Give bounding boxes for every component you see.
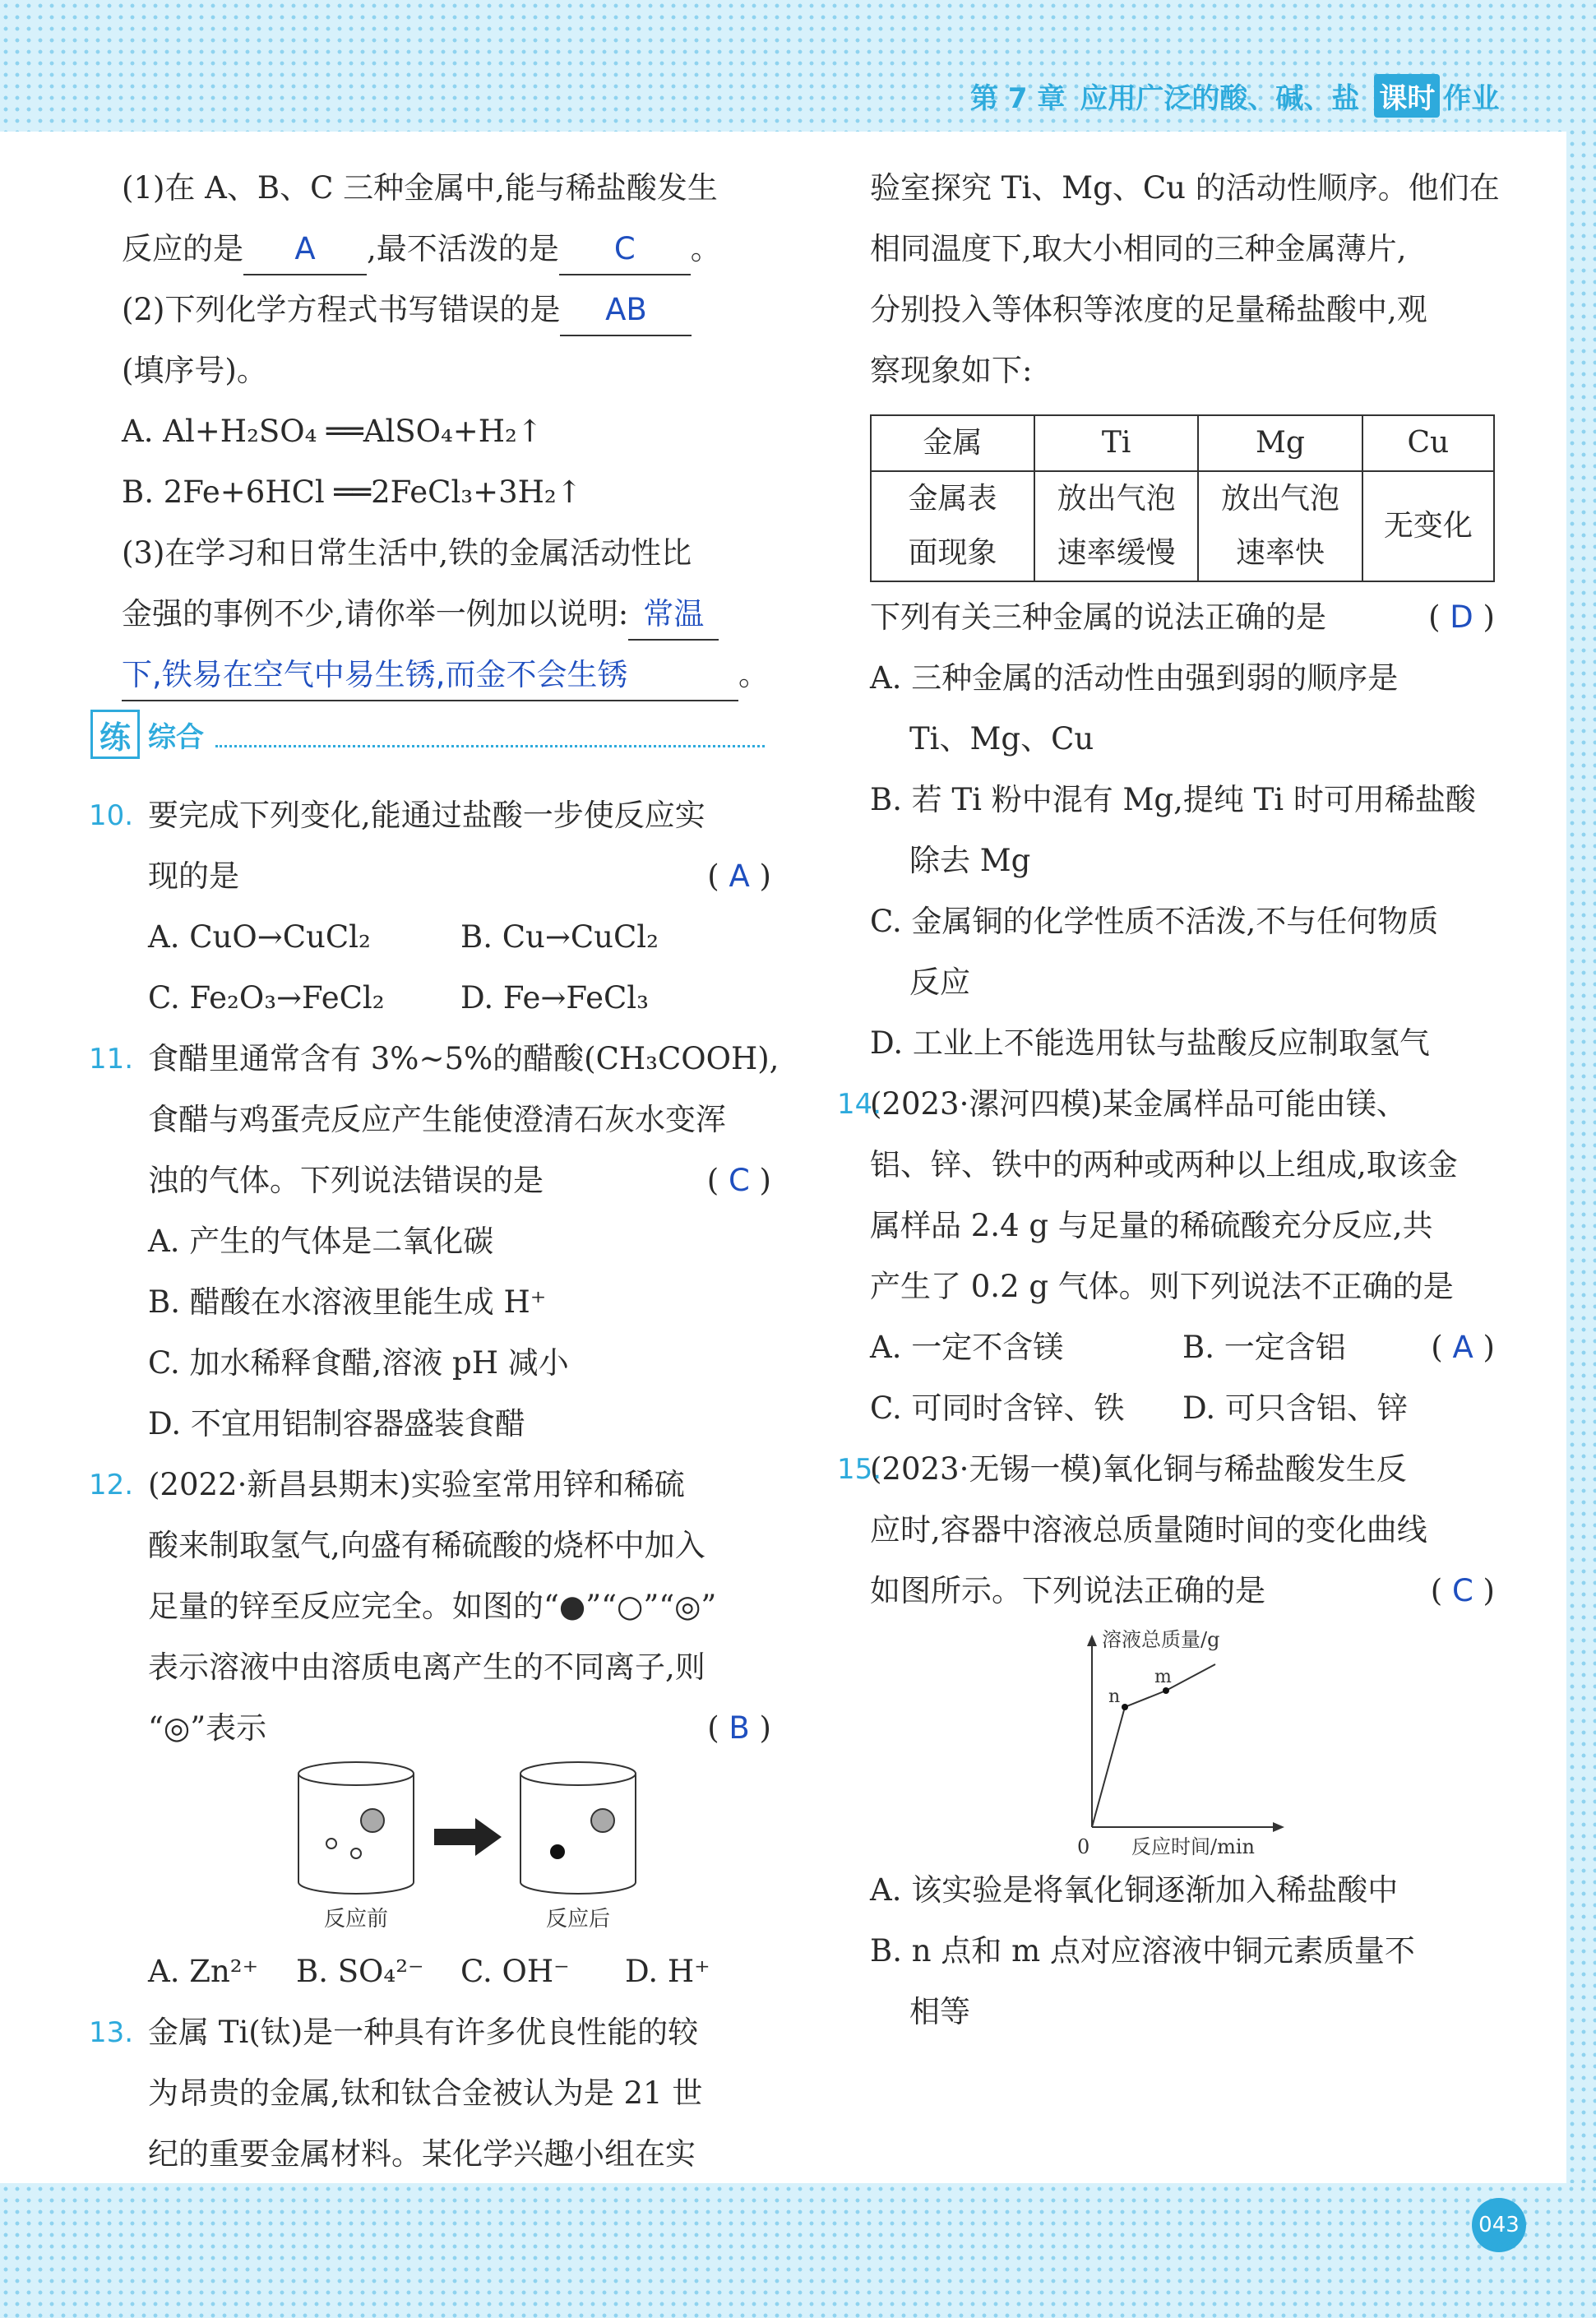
hollow-ion-icon xyxy=(351,1848,361,1858)
q10-number: 10. xyxy=(89,799,134,832)
q12-line5: “◎”表示 ( B ) xyxy=(148,1710,771,1746)
q10-options-1: A. CuO→CuCl₂ B. Cu→CuCl₂ xyxy=(148,919,659,955)
solid-ion-icon xyxy=(550,1844,565,1859)
table-row xyxy=(871,415,1494,471)
q14-options-2: C. 可同时含锌、铁 D. 可只含铝、锌 xyxy=(870,1390,1408,1426)
q15-line3: 如图所示。下列说法正确的是 ( C ) xyxy=(870,1573,1495,1608)
q15-line2: 应时,容器中溶液总质量随时间的变化曲线 xyxy=(870,1512,1427,1548)
q13-cont-line1: 验室探究 Ti、Mg、Cu 的活动性顺序。他们在 xyxy=(870,170,1500,206)
answer-blank-q9-4b: 下,铁易在空气中易生锈,而金不会生锈 xyxy=(122,650,738,701)
answer-q11: C xyxy=(728,1163,750,1198)
page-header xyxy=(970,72,1502,118)
answer-q13: D xyxy=(1450,599,1473,635)
q11-option-d: D. 不宜用铝制容器盛装食醋 xyxy=(148,1406,525,1441)
q13-stem: 下列有关三种金属的说法正确的是 ( D ) xyxy=(870,599,1495,635)
table-header-cell: Cu xyxy=(1362,415,1494,471)
point-n-label: n xyxy=(1108,1686,1121,1707)
q9-equation-a: A. Al+H₂SO₄ ══AlSO₄+H₂↑ xyxy=(122,414,543,449)
q15-option-b1: B. n 点和 m 点对应溶液中铜元素质量不 xyxy=(870,1933,1415,1969)
q11-line1: 11. 食醋里通常含有 3%~5%的醋酸(CH₃COOH), xyxy=(122,1029,771,1090)
q15-number: 15. xyxy=(837,1453,882,1486)
gray-ion-icon xyxy=(591,1809,614,1832)
q13-option-a2: Ti、Mg、Cu xyxy=(909,721,1094,756)
q9-part2-line1: (2)下列化学方程式书写错误的是 AB xyxy=(122,280,771,340)
q14-line4: 产生了 0.2 g 气体。则下列说法不正确的是 xyxy=(870,1269,1454,1304)
table-cell: 放出气泡 速率缓慢 xyxy=(1034,471,1198,581)
metal-observation-table xyxy=(870,414,1495,582)
answer-q12: B xyxy=(729,1710,750,1746)
q14-line1: 14. (2023·漯河四模)某金属样品可能由镁、 xyxy=(870,1074,1495,1135)
q12-line3: 足量的锌至反应完全。如图的“●”“○”“◎” xyxy=(148,1589,717,1624)
table-header-cell: Mg xyxy=(1198,415,1362,471)
y-axis-arrow-icon xyxy=(1087,1635,1097,1646)
q12-number: 12. xyxy=(89,1469,134,1501)
q12-line2: 酸来制取氢气,向盛有稀硫酸的烧杯中加入 xyxy=(148,1528,705,1563)
table-row xyxy=(871,471,1494,581)
right-column: 验室探究 Ti、Mg、Cu 的活动性顺序。他们在 相同温度下,取大小相同的三种金属薄片, 分别投入等体积等浓度的足量稀盐酸中,观 察现象如下: 金属 Ti Mg Cu 金属表 面现象 放出气泡 速率缓慢 放出气泡 速率快 无变化 下列有关三种金属的说法正确的是 ( D ) A. 三种金属的活动性由强到弱的顺序是 Ti、Mg、Cu B. 若 Ti 粉中混有 Mg,提纯 Ti 时可用稀盐酸 除去 Mg C. 金属铜的化学性质不活泼,不与任何物质 反应 D. 工业上不能选用钛与盐酸反应制取氢气 14. (2023·漯河四模)某金属样品可能由镁、 铝、锌、铁中的两种或两种以上组成,取该金 属样品 2.4 g 与足量的稀硫酸充分反应,共 产生了 0.2 g 气体。则下列说法不正确的是 ( A ) A. 一定不含镁 B. 一定含铝 C. 可同时含锌、铁 D. 可只含铝、锌 15. (2023·无锡一模)氧化铜与稀盐酸发生反 应时,容器中溶液总质量随时间的变化曲线 如图所示。下列说法正确的是 ( C ) 溶液总质量/g 反应时间/min 0 n m A. 该实验是将氧化铜逐渐加入稀盐酸中 B. n 点和 m 点对应溶液中铜元素质量不 相等 xyxy=(870,158,1495,2043)
left-questions xyxy=(89,785,779,2185)
dotted-footer-band xyxy=(0,2183,1596,2318)
answer-blank-q9-3: AB xyxy=(560,285,692,336)
q10-options-2: C. Fe₂O₃→FeCl₂ D. Fe→FeCl₃ xyxy=(148,980,649,1016)
q10-line2: 现的是 ( A ) xyxy=(148,858,771,894)
beaker-before xyxy=(298,1762,414,1894)
x-axis-arrow-icon xyxy=(1273,1822,1284,1832)
label-before: 反应前 xyxy=(323,1907,389,1932)
q13-option-b2: 除去 Mg xyxy=(909,843,1031,878)
q14-line3: 属样品 2.4 g 与足量的稀硫酸充分反应,共 xyxy=(870,1208,1433,1243)
q13-cont-line3: 分别投入等体积等浓度的足量稀盐酸中,观 xyxy=(870,292,1427,327)
section-title: 综合 xyxy=(148,720,204,754)
q13-line1: 13. 金属 Ti(钛)是一种具有许多优良性能的较 xyxy=(122,2002,771,2063)
answer-q10: A xyxy=(729,858,750,894)
y-axis-label: 溶液总质量/g xyxy=(1102,1628,1220,1651)
q14-number: 14. xyxy=(837,1088,882,1121)
q9-part3-line3: 下,铁易在空气中易生锈,而金不会生锈 。 xyxy=(122,645,771,706)
q13-number: 13. xyxy=(89,2016,134,2049)
section-divider xyxy=(215,722,765,747)
point-m-label: m xyxy=(1154,1667,1172,1687)
gray-ion-icon xyxy=(361,1809,384,1832)
beaker-after xyxy=(520,1762,636,1894)
practice-icon: 练 xyxy=(90,710,140,759)
answer-q14: A xyxy=(1452,1330,1473,1365)
homework-badge: 课时 作业 xyxy=(1374,74,1502,118)
origin-label: 0 xyxy=(1077,1835,1090,1858)
hollow-ion-icon xyxy=(326,1839,336,1848)
q9-equation-b: B. 2Fe+6HCl ══2FeCl₃+3H₂↑ xyxy=(122,474,582,510)
table-cell: 放出气泡 速率快 xyxy=(1198,471,1362,581)
table-header-cell: Ti xyxy=(1034,415,1198,471)
q12-options: A. Zn²⁺ B. SO₄²⁻ C. OH⁻ D. H⁺ xyxy=(148,1954,710,1989)
label-after: 反应后 xyxy=(545,1907,611,1932)
answer-q15: C xyxy=(1451,1573,1473,1608)
q9-part2-line2: (填序号)。 xyxy=(122,353,267,388)
table-header-cell: 金属 xyxy=(871,415,1034,471)
answer-blank-q9-2: C xyxy=(559,224,691,275)
q13-option-a1: A. 三种金属的活动性由强到弱的顺序是 xyxy=(870,660,1399,696)
page-number: 043 xyxy=(1472,2198,1526,2252)
point-m xyxy=(1163,1687,1169,1694)
arrow-right-icon xyxy=(434,1818,502,1856)
q9-part1-line2: 反应的是 A ,最不活泼的是 C 。 xyxy=(122,219,771,280)
q11-option-c: C. 加水稀释食醋,溶液 pH 减小 xyxy=(148,1345,569,1381)
q9-part3-line2: 金强的事例不少,请你举一例加以说明: 常温 xyxy=(122,584,771,645)
section-header-practice xyxy=(90,706,765,763)
q15-line1: 15. (2023·无锡一模)氧化铜与稀盐酸发生反 xyxy=(870,1439,1495,1500)
q13-cont-line4: 察现象如下: xyxy=(870,353,1033,388)
point-n xyxy=(1122,1704,1128,1710)
q11-number: 11. xyxy=(89,1043,134,1076)
q12-line1: 12. (2022·新昌县期末)实验室常用锌和稀硫 xyxy=(122,1455,771,1515)
q13-line2: 为昂贵的金属,钛和钛合金被认为是 21 世 xyxy=(148,2075,703,2111)
q9-part1-line1: (1)在 A、B、C 三种金属中,能与稀盐酸发生 xyxy=(122,170,718,206)
q10-line1: 10. 要完成下列变化,能通过盐酸一步使反应实 xyxy=(122,785,771,846)
q13-option-c2: 反应 xyxy=(909,965,970,1000)
q12-line4: 表示溶液中由溶质电离产生的不同离子,则 xyxy=(148,1649,705,1685)
table-cell: 无变化 xyxy=(1362,471,1494,581)
q11-option-a: A. 产生的气体是二氧化碳 xyxy=(148,1224,494,1259)
answer-blank-q9-1: A xyxy=(243,224,367,275)
q15-graph xyxy=(870,1622,1495,1860)
q13-option-d: D. 工业上不能选用钛与盐酸反应制取氢气 xyxy=(870,1025,1430,1061)
left-column xyxy=(122,158,771,706)
q15-option-a: A. 该实验是将氧化铜逐渐加入稀盐酸中 xyxy=(870,1872,1399,1908)
q12-beaker-figure xyxy=(122,1759,771,1941)
q13-option-b1: B. 若 Ti 粉中混有 Mg,提纯 Ti 时可用稀盐酸 xyxy=(870,782,1476,817)
x-axis-label: 反应时间/min xyxy=(1131,1835,1255,1858)
answer-blank-q9-4a: 常温 xyxy=(628,590,719,641)
q15-option-b2: 相等 xyxy=(909,1994,970,2029)
q11-line2: 食醋与鸡蛋壳反应产生能使澄清石灰水变浑 xyxy=(148,1102,726,1137)
chapter-title: 应用广泛的酸、碱、盐 xyxy=(1080,81,1360,115)
q13-option-c1: C. 金属铜的化学性质不活泼,不与任何物质 xyxy=(870,904,1439,939)
dotted-right-band xyxy=(1566,0,1596,2318)
q14-options-1: A. 一定不含镁 B. 一定含铝 xyxy=(870,1330,1346,1365)
q14-line2: 铝、锌、铁中的两种或两种以上组成,取该金 xyxy=(870,1147,1458,1182)
table-cell: 金属表 面现象 xyxy=(871,471,1034,581)
q9-part3-line1: (3)在学习和日常生活中,铁的金属活动性比 xyxy=(122,535,692,571)
q13-cont-line2: 相同温度下,取大小相同的三种金属薄片, xyxy=(870,231,1407,266)
q13-line3: 纪的重要金属材料。某化学兴趣小组在实 xyxy=(148,2136,696,2172)
q11-line3: 浊的气体。下列说法错误的是 ( C ) xyxy=(148,1163,771,1198)
beaker-diagram xyxy=(122,1759,771,1941)
q11-option-b: B. 醋酸在水溶液里能生成 H⁺ xyxy=(148,1284,547,1320)
mass-time-graph xyxy=(870,1622,1495,1860)
chapter-label: 第 7 章 xyxy=(970,81,1066,115)
